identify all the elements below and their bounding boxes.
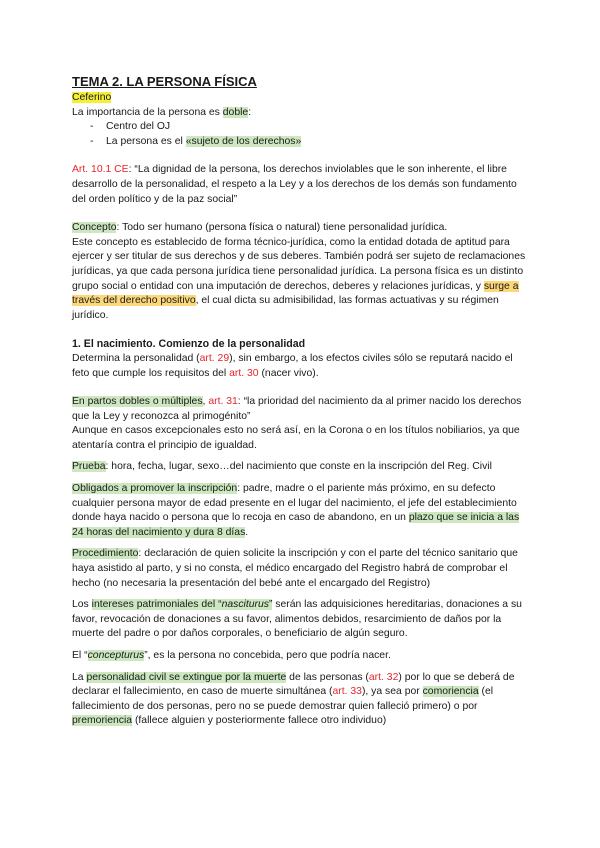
- prueba-paragraph: Prueba: hora, fecha, lugar, sexo…del nacimiento que conste en la inscripción del Reg. Civil: [72, 461, 492, 473]
- section-heading: 1. El nacimiento. Comienzo de la personalidad: [72, 338, 306, 351]
- intro-paragraph: La importancia de la persona es doble:: [72, 106, 252, 118]
- list-item: - Centro del OJ: [72, 120, 532, 135]
- article-reference: art. 32: [368, 671, 399, 683]
- author-line: [72, 91, 532, 106]
- article-reference: art. 31: [208, 396, 238, 408]
- partos-paragraph: En partos dobles o múltiples, art. 31: “la prioridad del nacimiento da al primer nacido los derechos que la Ley y reconozca al primogénito”: [72, 396, 522, 422]
- procedimiento-paragraph: Procedimiento: declaración de quien solicite la inscripción y con el parte del técnico sanitario que haya asistido al parto, y si no consta, el médico encargado del Registro habrá de comprobar el hecho (no necesaria la presentación del bebé ante el encargado del Registro): [72, 548, 518, 589]
- extincion-paragraph: La personalidad civil se extingue por la muerte de las personas (art. 32) por lo que se deberá de declarar el fallecimiento, en caso de muerte simultánea (art. 33), ya sea por comoriencia (el fallecimiento de dos personas, pero no se puede demostrar quien falleció primero) o por premoriencia (fallece alguien y posteriormente fallece otro individuo): [72, 671, 515, 727]
- concepto-body: Este concepto es establecido de forma técnico-jurídica, como la entidad dotada de aptitud para ejercer y ser titular de sus derechos y de sus deberes. También podrá ser sujeto de reclamaciones jurídicas, ya que cada persona jurídica tiene personalidad jurídica. La persona física es un distinto grupo social o entidad con una imputación de derechos, deberes y relaciones jurídicas, y surge a través del derecho positivo, el cual dicta su admisibilidad, las formas actuativas y su régimen jurídico.: [72, 236, 526, 321]
- concepto-line: Concepto: Todo ser humano (persona física o natural) tiene personalidad jurídica.: [72, 222, 448, 234]
- obligados-paragraph: Obligados a promover la inscripción: padre, madre o el pariente más próximo, en su defecto cualquier persona mayor de edad presente en el lugar del nacimiento, el jefe del establecimiento donde haya nacido o persona que lo recoja en caso de abandono, en un plazo que se inicia a las 24 horas del nacimiento y dura 8 días.: [72, 483, 520, 538]
- intereses-paragraph: Los intereses patrimoniales del “nasciturus” serán las adquisiciones hereditarias, donaciones a su favor, revocación de donaciones a su favor, alimentos debidos, resarcimiento de daños por la muerte del padre o por daños corporales, o beneficiario de algún seguro.: [72, 599, 522, 640]
- partos-note: Aunque en casos excepcionales esto no será así, en la Corona o en los títulos nobiliarios, ya que atentaría contra el principio de igualdad.: [72, 425, 520, 451]
- article-reference: art. 29: [199, 352, 230, 364]
- nacimiento-paragraph: Determina la personalidad (art. 29), sin embargo, a los efectos civiles sólo se reputará nacido el feto que cumple los requisitos del art. 30 (nacer vivo).: [72, 352, 513, 379]
- article-reference: art. 33: [332, 686, 362, 698]
- document-page: [72, 74, 532, 729]
- article-reference: art. 30: [229, 367, 259, 379]
- list-item: - La persona es el «sujeto de los derechos»: [72, 135, 532, 150]
- concepturus-paragraph: El “concepturus”, es la persona no concebida, pero que podría nacer.: [72, 650, 391, 661]
- author-name: Ceferino: [72, 92, 112, 103]
- page-title: TEMA 2. LA PERSONA FÍSICA: [72, 74, 257, 89]
- art10-paragraph: Art. 10.1 CE: “La dignidad de la persona, los derechos inviolables que le son inherente, el libre desarrollo de la personalidad, el respeto a la Ley y a los derechos de los demás son fundamento del orden político y de la paz social”: [72, 164, 517, 205]
- article-reference: Art. 10.1 CE: [72, 164, 129, 176]
